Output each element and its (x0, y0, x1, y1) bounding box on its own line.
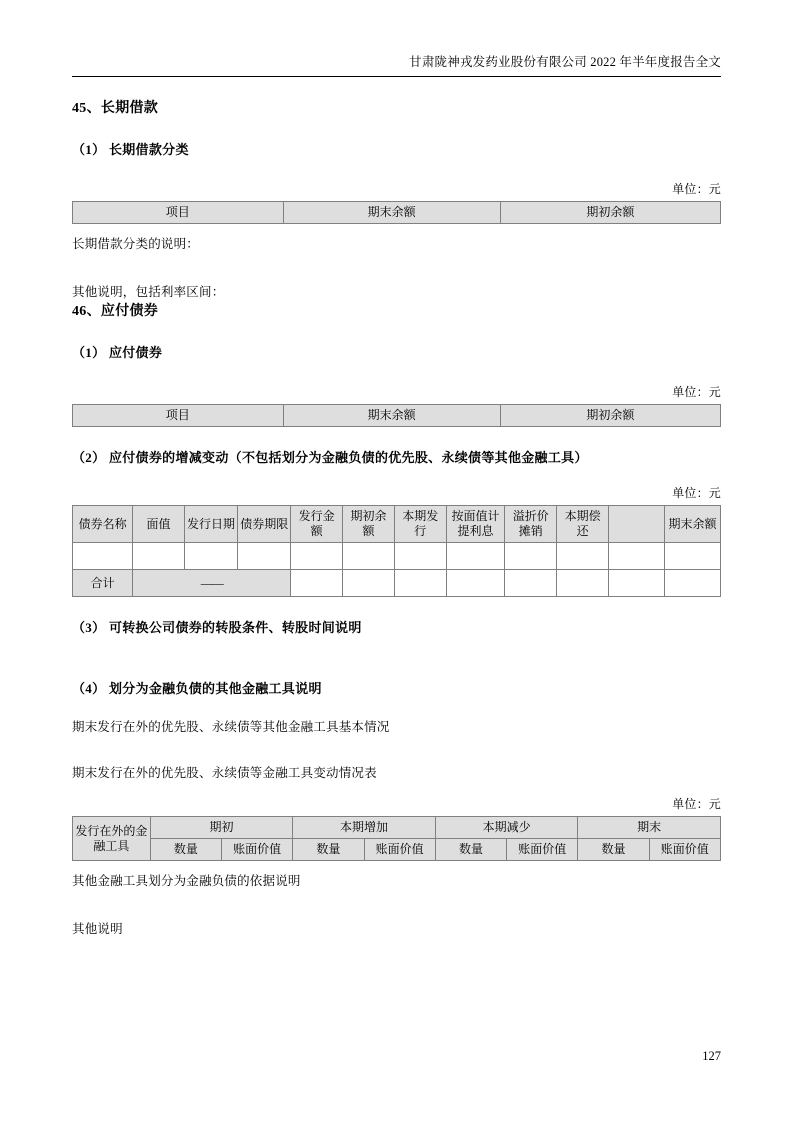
column-header-current-issue: 本期发行 (394, 506, 446, 543)
column-header-beginning-book-value: 账面价值 (222, 839, 293, 861)
note-other: 其他说明 (72, 922, 123, 936)
column-header-blank (608, 506, 664, 543)
note-other-financial-instruments-basic: 期末发行在外的优先股、永续债等其他金融工具基本情况 (72, 720, 390, 734)
table-total-row (73, 570, 721, 597)
note-other-financial-instruments-movement: 期末发行在外的优先股、永续债等金融工具变动情况表 (72, 766, 377, 780)
column-header-current-decrease: 本期减少 (435, 817, 578, 839)
column-header-decrease-quantity: 数量 (435, 839, 506, 861)
cell-current-issue (394, 543, 446, 570)
table-header-row (73, 405, 721, 427)
table-header-row-2 (73, 839, 721, 861)
cell-current-repayment (557, 543, 609, 570)
cell-total-label: 合计 (73, 570, 133, 597)
note-classification-basis: 其他金融工具划分为金融负债的依据说明 (72, 874, 301, 888)
table-bonds-payable-movement (72, 505, 721, 597)
table-header-row (73, 506, 721, 543)
page-number: 127 (702, 1049, 721, 1063)
column-header-ending-quantity: 数量 (578, 839, 649, 861)
unit-label-bonds-payable: 单位：元 (672, 385, 721, 399)
column-header-decrease-book-value: 账面价值 (507, 839, 578, 861)
column-header-interest-accrued: 按面值计提利息 (446, 506, 505, 543)
column-header-issue-amount: 发行金额 (291, 506, 343, 543)
table-row (73, 543, 721, 570)
subsection-heading-46-2: （2） 应付债券的增减变动（不包括划分为金融负债的优先股、永续债等其他金融工具） (72, 450, 588, 465)
column-header-bond-term: 债券期限 (238, 506, 291, 543)
cell-bond-name (73, 543, 133, 570)
subsection-heading-45-1: （1） 长期借款分类 (72, 142, 189, 157)
column-header-increase-book-value: 账面价值 (364, 839, 435, 861)
cell-total-interest-accrued (446, 570, 505, 597)
unit-label-bonds-movement: 单位：元 (672, 486, 721, 500)
column-header-ending-book-value: 账面价值 (649, 839, 720, 861)
column-header-ending-balance: 期末余额 (283, 202, 500, 224)
cell-total-ending-balance (664, 570, 720, 597)
cell-blank (608, 543, 664, 570)
column-header-current-increase: 本期增加 (293, 817, 436, 839)
cell-interest-accrued (446, 543, 505, 570)
column-header-current-repayment: 本期偿还 (557, 506, 609, 543)
column-header-instrument: 发行在外的金融工具 (73, 817, 151, 861)
table-other-financial-instruments (72, 816, 721, 861)
cell-face-value (133, 543, 185, 570)
column-header-beginning-balance: 期初余额 (500, 405, 720, 427)
section-heading-46: 46、应付债券 (72, 304, 159, 319)
cell-total-beginning-balance (343, 570, 395, 597)
column-header-beginning-balance: 期初余额 (343, 506, 395, 543)
header-title: 甘肃陇神戎发药业股份有限公司 2022 年半年度报告全文 (409, 55, 721, 69)
table-bonds-payable (72, 404, 721, 427)
table-header-row (73, 202, 721, 224)
cell-ending-balance (664, 543, 720, 570)
section-heading-45: 45、长期借款 (72, 101, 159, 116)
column-header-face-value: 面值 (133, 506, 185, 543)
cell-total-issue-amount (291, 570, 343, 597)
subsection-heading-46-3: （3） 可转换公司债券的转股条件、转股时间说明 (72, 620, 362, 635)
cell-bond-term (238, 543, 291, 570)
column-header-beginning-balance: 期初余额 (500, 202, 720, 224)
cell-premium-discount (505, 543, 557, 570)
column-header-issue-date: 发行日期 (184, 506, 237, 543)
unit-label-financial-instruments: 单位：元 (672, 797, 721, 811)
note-long-term-loan-classification: 长期借款分类的说明： (72, 237, 200, 251)
unit-label-long-term-loans: 单位：元 (672, 182, 721, 196)
cell-total-current-repayment (557, 570, 609, 597)
column-header-item: 项目 (73, 405, 284, 427)
column-header-beginning: 期初 (150, 817, 293, 839)
column-header-item: 项目 (73, 202, 284, 224)
cell-total-premium-discount (505, 570, 557, 597)
column-header-increase-quantity: 数量 (293, 839, 364, 861)
cell-total-current-issue (394, 570, 446, 597)
column-header-bond-name: 债券名称 (73, 506, 133, 543)
subsection-heading-46-4: （4） 划分为金融负债的其他金融工具说明 (72, 681, 322, 696)
page-content (72, 77, 721, 937)
column-header-premium-discount-amortization: 溢折价摊销 (505, 506, 557, 543)
table-header-row-1 (73, 817, 721, 839)
cell-beginning-balance (343, 543, 395, 570)
cell-total-dash: —— (133, 570, 291, 597)
column-header-ending-balance: 期末余额 (283, 405, 500, 427)
cell-issue-date (184, 543, 237, 570)
subsection-heading-46-1: （1） 应付债券 (72, 345, 163, 360)
column-header-ending: 期末 (578, 817, 721, 839)
cell-issue-amount (291, 543, 343, 570)
cell-total-blank (608, 570, 664, 597)
column-header-beginning-quantity: 数量 (150, 839, 221, 861)
column-header-ending-balance: 期末余额 (664, 506, 720, 543)
table-long-term-loan-classification (72, 201, 721, 224)
page-header (72, 0, 721, 77)
note-long-term-loan-interest-range: 其他说明，包括利率区间： (72, 285, 225, 299)
